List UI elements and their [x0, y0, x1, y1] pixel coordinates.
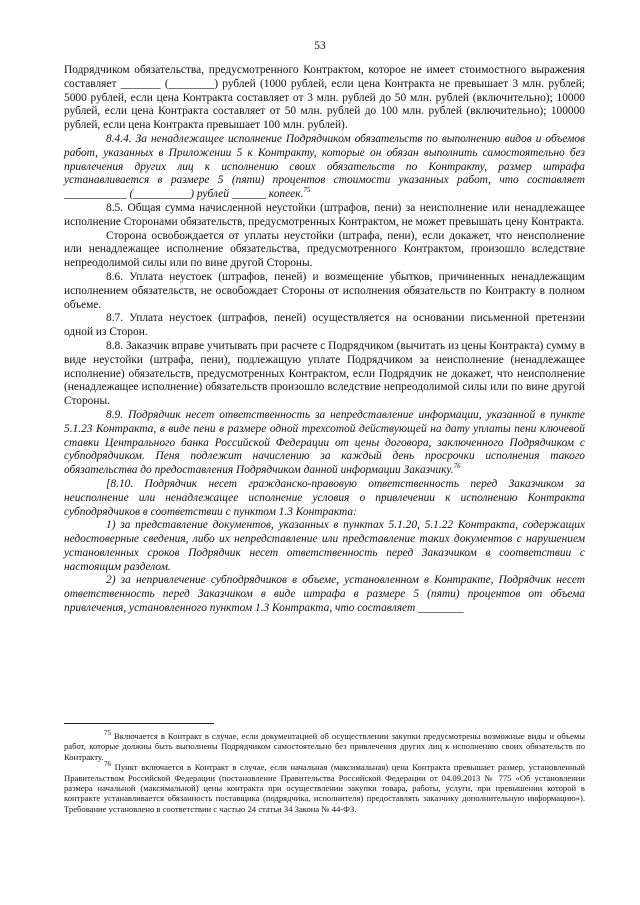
- paragraph-force-majeure: Сторона освобождается от уплаты неустойки (штрафа, пени), если докажет, что неисполнение или ненадлежащее исполнение обязательства, предусмотренного Контрактом, произошло вследствие непреодолимой силы или по вине другой Стороны.: [64, 229, 585, 270]
- footnote-number: 76: [104, 760, 111, 769]
- paragraph-text: 8.9. Подрядчик несет ответственность за непредставление информации, указанной в пункте 5.1.23 Контракта, в виде пени в размере одной трехсотой действующей на дату уплаты пени ключевой ставки Центрального банка Российской Федерации от цены договора, заключенного Подрядчиком с субподрядчиком. Пеня подлежит начислению за каждый день просрочки исполнения такого обязательства до предоставления Подрядчиком данной информации Заказчику.: [64, 408, 585, 477]
- paragraph-8-4-4: [64, 133, 585, 202]
- paragraph-8-4-3-continuation: Подрядчиком обязательства, предусмотренного Контрактом, которое не имеет стоимостного выражения составляет _______ (________) рублей (1000 рублей, если цена Контракта не превышает 3 млн. рублей; 5000 рублей, если цена Контракта составляет от 3 млн. рублей до 50 млн. рублей (включительно); 10000 рублей, если цена Контракта составляет от 50 млн. рублей до 100 млн. рублей (включительно); 100000 рублей, если цена Контракта превышает 100 млн. рублей).: [64, 64, 585, 132]
- footnote-text: Пункт включается в Контракт в случае, если начальная (максимальная) цена Контракта превышает размер, установленный Правительством Российской Федерации (постановление Правительства Российской Федерации от 04.09.2013 № 775 «Об установлении размера начальной (максимальной) цены контракта при осуществлении закупки товара, работы, услуги, при превышении которой в контракте устанавливается обязанность поставщика (подрядчика, исполнителя) предоставлять заказчику дополнительную информацию»). Требование установлено в соответствии с частью 24 статьи 34 Закона № 44-ФЗ.: [64, 762, 585, 814]
- footnote-ref-75: 75: [303, 186, 311, 195]
- paragraph-8-10-item-2: 2) за непривлечение субподрядчиков в объеме, установленном в Контракте, Подрядчик несет ответственность перед Заказчиком в виде штрафа в размере 5 (пяти) процентов от объема привлечения, установленного пунктом 1.3 Контракта, что составляет ________: [64, 574, 585, 615]
- footnote-divider: [64, 723, 214, 724]
- page-number: 53: [314, 40, 326, 52]
- paragraph-8-7: 8.7. Уплата неустоек (штрафов, пеней) осуществляется на основании письменной претензии одной из Сторон.: [64, 312, 585, 339]
- footnote-text: Включается в Контракт в случае, если документацией об осуществлении закупки предусмотрены возможные виды и объемы работ, которые должны быть выполнены Подрядчиком самостоятельно без привлечения других лиц к исполнению своих обязательств по Контракту.: [64, 731, 585, 762]
- paragraph-8-8: 8.8. Заказчик вправе учитывать при расчете с Подрядчиком (вычитать из цены Контракта) сумму в виде неустойки (штрафа, пени), подлежащую уплате Подрядчиком за неисполнение (ненадлежащее исполнение) обязательств, предусмотренных Контрактом, если Подрядчик не докажет, что неисполнение (ненадлежащее исполнение) обязательств произошло вследствие непреодолимой силы или по вине другой Стороны.: [64, 339, 585, 408]
- paragraph-8-6: 8.6. Уплата неустоек (штрафов, пеней) и возмещение убытков, причиненных ненадлежащим исполнением обязательств, не освобождает Стороны от исполнения обязательств по Контракту в полном объеме.: [64, 270, 585, 311]
- page-body: [64, 64, 585, 616]
- paragraph-8-5: 8.5. Общая сумма начисленной неустойки (штрафов, пени) за неисполнение или ненадлежащее исполнение Сторонами обязательств, предусмотренных Контрактом, не может превышать цену Контракта.: [64, 201, 585, 228]
- footnote-76: [64, 762, 585, 814]
- footnote-ref-76: 76: [453, 462, 461, 471]
- footnote-number: 75: [104, 729, 111, 738]
- paragraph-8-10-item-1: 1) за представление документов, указанных в пунктах 5.1.20, 5.1.22 Контракта, содержащих недостоверные сведения, либо их непредставление или представление таких документов с нарушением установленных сроков Подрядчик несет ответственность перед Заказчиком в соответствии с настоящим разделом.: [64, 519, 585, 573]
- paragraph-8-10: [8.10. Подрядчик несет гражданско-правовую ответственность перед Заказчиком за неисполнение или ненадлежащее исполнение условия о привлечении к исполнению Контракта субподрядчиков в соответствии с пунктом 1.3 Контракта:: [64, 477, 585, 518]
- footnotes: [64, 731, 585, 814]
- paragraph-8-9: [64, 409, 585, 478]
- footnote-75: [64, 731, 585, 762]
- paragraph-text: 8.4.4. За ненадлежащее исполнение Подрядчиком обязательств по выполнению видов и объемов работ, указанных в Приложении 5 к Контракту, которые он обязан выполнить самостоятельно без привлечения других лиц к исполнению своих обязательств по Контракту, размер штрафа устанавливается в размере 5 (пяти) процентов стоимости указанных работ, что составляет ___________ (__________) рублей ______ копеек.: [64, 132, 585, 201]
